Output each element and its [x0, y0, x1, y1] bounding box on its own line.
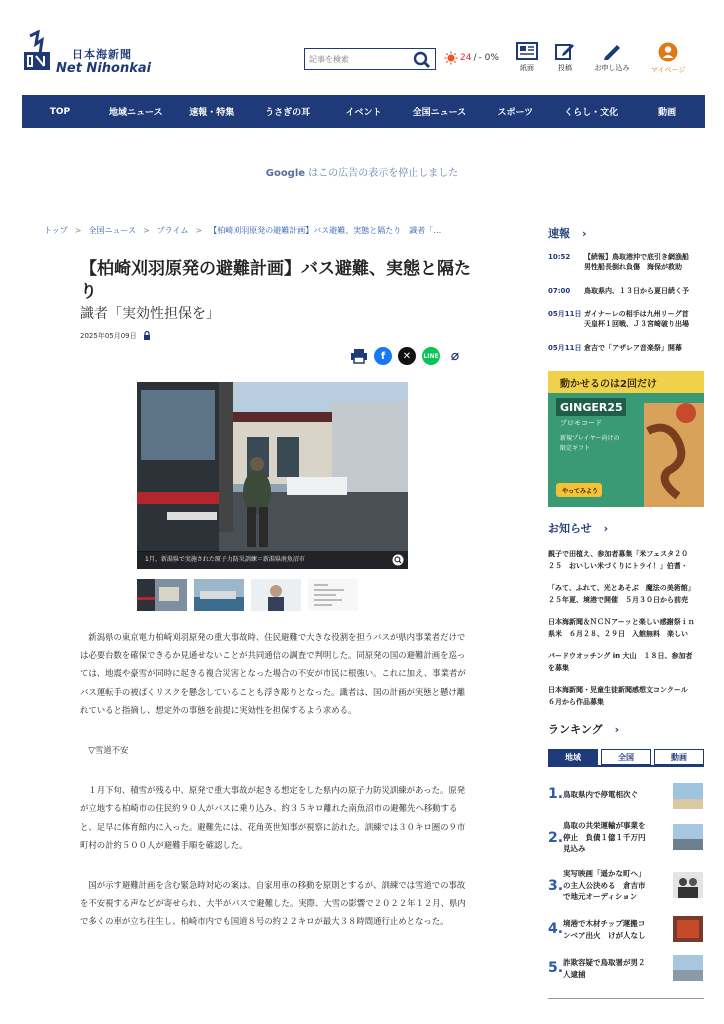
ranking-number: 4. — [548, 921, 564, 937]
nav-sports[interactable]: スポーツ — [497, 108, 534, 118]
news-headline: 【続報】鳥取港沖で底引き網漁船 — [584, 253, 689, 261]
news-time: 05月11日 — [548, 310, 582, 318]
news-headline: 倉吉で「アザレア音楽祭」開幕 — [584, 344, 682, 352]
notice-item[interactable] — [548, 650, 704, 684]
article-paragraph: 国が示す避難計画を含む緊急時対応の案は、自家用車の移動を原則とするが、訓練では雪道での事故を不安視する声などが寄せられ、大半がバスで避難した。実際、大雪の影響で２０２２年１２月、県内で多くの車が立ち往生し、柏崎市内でも国道８号の約２２キロが最大３８時間通行止めとなった。 — [80, 880, 466, 927]
notice-line: ２５年夏、境港で開催 ５月３０日から前売 — [548, 596, 688, 604]
photo-caption: 1月、新潟県で実施された原子力防災訓練＝新潟県南魚沼市 — [137, 551, 408, 569]
ranking-thumbnail — [673, 824, 703, 850]
ranking-item[interactable] — [548, 868, 704, 904]
photo-thumbnail[interactable] — [137, 579, 187, 611]
ranking-headline-line: の主人公決める 倉吉市 — [563, 880, 646, 890]
article-section-heading: ▽雪道不安 — [88, 745, 129, 756]
evacuation-bus-photo — [137, 382, 408, 569]
chevron-right-icon: › — [614, 723, 620, 736]
nav-top[interactable]: TOP — [49, 106, 71, 117]
notice-item[interactable] — [548, 548, 704, 582]
ranking-tab-video[interactable]: 動画 — [654, 749, 704, 765]
logo-english-text: Net Nihonkai — [56, 61, 152, 76]
google-label: Google — [265, 168, 306, 179]
photo-thumbnail[interactable] — [194, 579, 244, 611]
search-input[interactable] — [309, 49, 409, 69]
nav-local-news[interactable]: 地域ニュース — [109, 108, 163, 118]
logo-japanese-text: 日本海新聞 — [72, 48, 132, 61]
post-label: 投稿 — [558, 64, 572, 72]
mypage-label: マイページ — [650, 66, 686, 74]
user-icon — [658, 42, 678, 62]
line-icon[interactable]: LINE — [422, 347, 440, 365]
share-buttons — [350, 347, 464, 365]
ad-promo: プロモコード — [560, 419, 602, 427]
newspaper-icon — [516, 42, 538, 60]
ad-brand: GINGER25 — [560, 401, 623, 414]
nav-video[interactable]: 動画 — [658, 108, 677, 118]
news-headline: ガイナーレの相手は九州リーグ首 — [584, 310, 689, 318]
ad-headline: 動かせるのは2回だけ — [560, 379, 657, 390]
notice-line: 「みて、ふれて、光とあそぶ 魔法の美術館」 — [548, 584, 695, 592]
ranking-number: 2. — [548, 830, 564, 846]
breaking-news-heading[interactable] — [548, 225, 704, 241]
news-time: 05月11日 — [548, 344, 582, 352]
ranking-headline-line: 停止 負債１億１千万円 — [563, 832, 646, 842]
notice-line: バードウオッチング in 大山 １８日、参加者 — [548, 652, 693, 660]
notice-line: を募集 — [548, 664, 569, 672]
ranking-item[interactable] — [548, 820, 704, 856]
ad-desc-2: 限定ギフト — [560, 445, 591, 452]
post-link[interactable] — [541, 42, 589, 73]
notice-item[interactable] — [548, 582, 704, 616]
ranking-thumbnail — [673, 916, 703, 942]
nav-breaking-features[interactable]: 速報・特集 — [189, 108, 235, 118]
ranking-headline-line: 見込み — [563, 844, 586, 853]
ranking-headline-line: ンベア出火 けが人なし — [563, 930, 646, 940]
ranking-headline-line: 人逮捕 — [563, 969, 586, 979]
ranking-thumbnail — [673, 783, 703, 809]
news-time: 10:52 — [548, 253, 571, 261]
search-icon[interactable] — [413, 51, 431, 69]
ranking-title: ランキング — [548, 723, 603, 736]
ad-desc-1: 新規プレイヤー向けの — [560, 435, 620, 442]
subscribe-label: お申し込み — [594, 64, 630, 72]
ranking-headline-line: 鳥取の共栄運輸が事業を — [563, 821, 646, 830]
ranking-number: 1. — [548, 786, 564, 802]
x-icon[interactable]: ✕ — [398, 347, 416, 365]
ranking-item[interactable] — [548, 916, 704, 952]
ranking-headline-line: 実写映画「遥かな町へ」 — [563, 869, 646, 878]
notice-line: 親子で田植え、参加者募集「米フェスタ２０ — [548, 550, 689, 558]
nav-events[interactable]: イベント — [345, 108, 382, 118]
print-icon[interactable] — [350, 347, 368, 365]
notice-item[interactable] — [548, 616, 704, 650]
notice-line: 県米 ６月２８、２９日 入館無料 楽しい — [548, 630, 688, 638]
article-title: 【柏崎刈羽原発の避難計画】バス避難、実態と隔たり — [80, 259, 471, 302]
breaking-news-list — [548, 252, 704, 363]
ranking-item[interactable] — [548, 955, 704, 991]
ad-stopped-notice — [0, 164, 724, 179]
breaking-news-title: 速報 — [548, 227, 570, 240]
ranking-thumbnail — [673, 955, 703, 981]
breaking-news-item[interactable] — [548, 309, 704, 343]
notice-line: ６月から作品募集 — [548, 698, 604, 706]
article-paragraph: 新潟県の東京電力柏崎刈羽原発の重大事故時、住民避難で大きな役割を担うバスが県内事業者だけでは必要台数を確保できるか見通せないことが共同通信の調査で判明した。同原発の国の避難計画を巡っては、地震や豪雪が同時に起きる複合災害となった場合の不安が市民に根強い。これに加え、事業者がバス運転手の被ばくリスクを懸念していることも浮き彫りとなった。識者は、国の計画が実態と懸け離れていると指摘し、想定外の事態を前提に実効性を担保するよう求める。 — [80, 632, 466, 715]
notices-list — [548, 548, 704, 718]
photo-thumbnails — [137, 579, 358, 611]
weather-widget[interactable] — [444, 51, 499, 65]
article-photo[interactable] — [137, 382, 408, 569]
breadcrumb-top[interactable]: トップ — [44, 226, 68, 235]
temperature-high: 24 — [460, 53, 472, 63]
facebook-icon[interactable]: f — [374, 347, 392, 365]
newspaper-label: 紙面 — [520, 64, 534, 72]
ranking-tab-national[interactable]: 全国 — [601, 749, 651, 765]
news-time: 07:00 — [548, 287, 571, 295]
notice-item[interactable] — [548, 684, 704, 718]
site-logo[interactable] — [22, 30, 152, 78]
breadcrumb-current: 【柏崎刈羽原発の避難計画】バス避難、実態と隔たり 識者「… — [209, 226, 442, 235]
sun-icon — [444, 51, 458, 65]
temperature-separator: / — [473, 53, 477, 63]
chevron-right-icon: › — [603, 522, 609, 535]
edit-icon — [555, 42, 575, 60]
nav-life-culture[interactable]: くらし・文化 — [564, 108, 619, 118]
ranking-item[interactable] — [548, 781, 704, 817]
ranking-thumbnail — [673, 872, 703, 898]
ranking-tab-underline — [548, 765, 704, 767]
sidebar-advertisement[interactable] — [548, 371, 704, 507]
article-subtitle: 識者「実効性担保を」 — [80, 306, 220, 322]
mypage-link[interactable] — [644, 42, 692, 75]
ad-cta-button[interactable]: やってみよう — [562, 488, 599, 495]
main-navigation — [22, 95, 705, 128]
precipitation-chance: - 0% — [478, 53, 499, 63]
search-box — [304, 48, 436, 70]
pen-icon — [602, 42, 622, 60]
notices-heading[interactable] — [548, 520, 704, 536]
link-copy-icon[interactable]: ⌀ — [446, 347, 464, 365]
notice-line: ２５ おいしい米づくりにトライ！」伯耆・ — [548, 562, 688, 570]
ranking-heading[interactable] — [548, 721, 704, 737]
news-headline: 鳥取県内、１３日から夏日続く予 — [584, 287, 689, 295]
ranking-tab-local[interactable]: 地域 — [548, 749, 598, 765]
article-paragraph: １月下旬、積雪が残る中、原発で重大事故が起きる想定をした県内の原子力防災訓練があった。原発が立地する柏崎市の住民約９０人がバスに乗り込み、約３５キロ離れた南魚沼市の避難先へ移動すると、足早に体育館内に入った。避難先には、花角英世知事が視察に訪れた。訓練では３０キロ圏の９市町村の計約５００人が避難手順を確認した。 — [80, 785, 466, 850]
ranking-number: 3. — [548, 878, 564, 894]
article-date: 2025年05月09日 — [80, 332, 137, 340]
notice-line: 日本海新聞・児童生徒新聞感想文コンクール — [548, 686, 688, 694]
ranking-number: 5. — [548, 960, 564, 976]
breaking-news-item[interactable] — [548, 343, 704, 363]
ranking-headline-line: 詐欺容疑で鳥取署が男２ — [563, 958, 646, 967]
ad-stopped-text: はこの広告の表示を停止しました — [305, 168, 459, 179]
breaking-news-item[interactable] — [548, 286, 704, 309]
breadcrumb-national[interactable]: 全国ニュース — [88, 226, 137, 235]
nav-usagi-no-mimi[interactable]: うさぎの耳 — [265, 108, 311, 118]
ranking-headline-line: 鳥取県内で停電相次ぐ — [563, 790, 638, 799]
ranking-tabs — [548, 749, 704, 765]
article-body — [80, 628, 472, 953]
lock-icon — [143, 331, 151, 340]
notices-title: お知らせ — [548, 522, 592, 535]
notice-line: 日本海新聞＆ＮＣＮアーッと楽しい感謝祭ｉｎ — [548, 618, 695, 626]
photo-thumbnail[interactable] — [308, 579, 358, 611]
sidebar-divider — [548, 998, 704, 999]
ranking-headline-line: 境港で木材チップ運搬コ — [563, 919, 646, 928]
breadcrumb: トップ > 全国ニュース > プライム > 【柏崎刈羽原発の避難計画】バス避難、実態と隔たり 識者「… — [44, 226, 442, 235]
zoom-icon[interactable] — [392, 554, 404, 566]
logo-mark-icon — [22, 30, 58, 78]
news-headline-line2: 天皇杯１回戦、Ｊ３宮崎破り出場 — [584, 320, 689, 328]
breaking-news-item[interactable] — [548, 252, 704, 286]
nav-national-news[interactable]: 全国ニュース — [412, 108, 467, 118]
subscribe-link[interactable] — [588, 42, 636, 73]
breadcrumb-prime[interactable]: プライム — [156, 226, 189, 235]
chevron-right-icon: › — [582, 227, 587, 240]
ranking-headline-line: で地元オーディション — [563, 892, 638, 901]
news-headline-line2: 男性船長倒れ負傷 海保が救助 — [584, 263, 682, 271]
photo-thumbnail[interactable] — [251, 579, 301, 611]
